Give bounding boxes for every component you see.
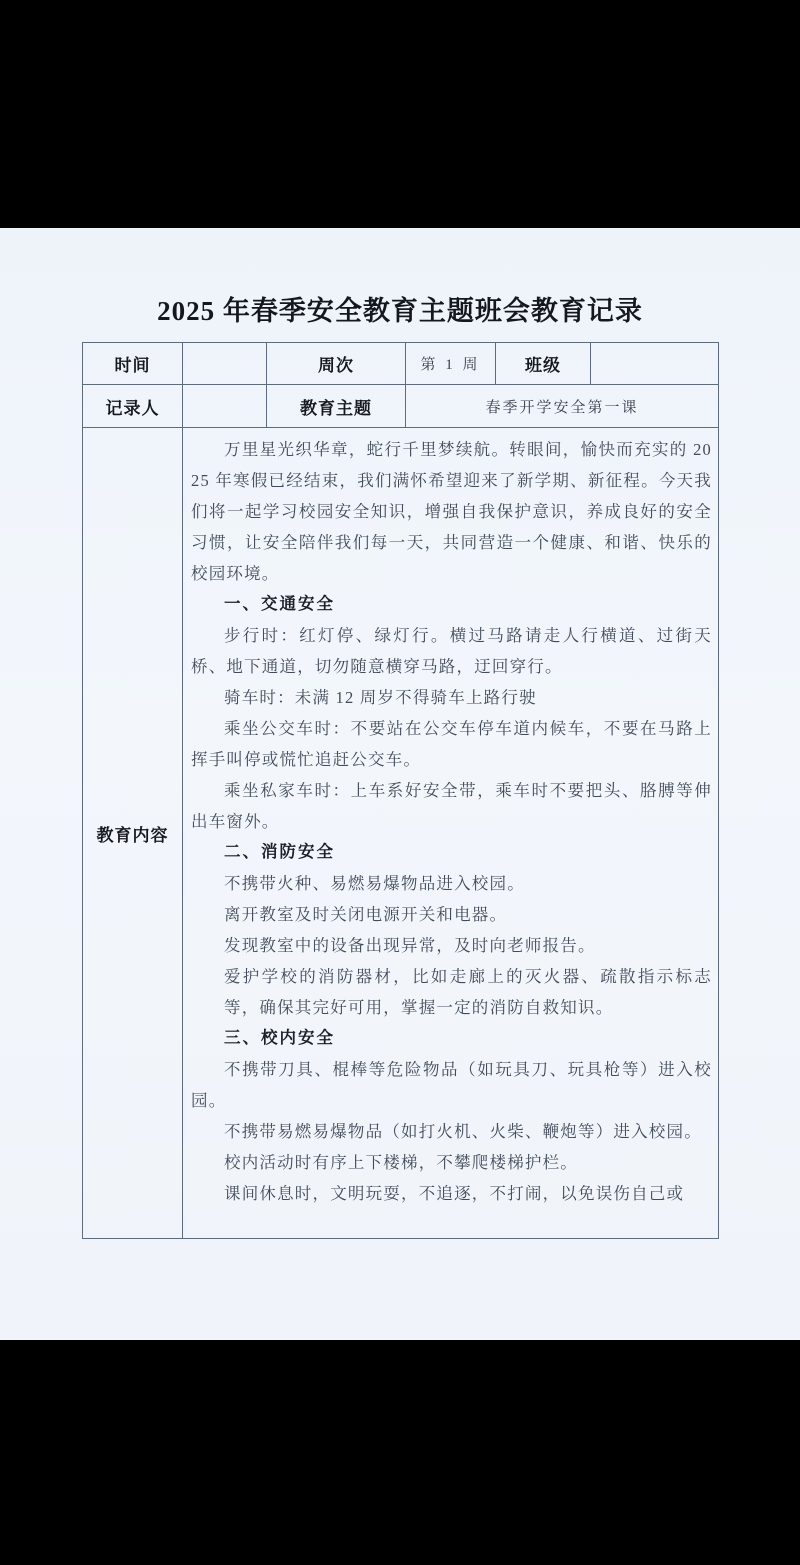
label-education-content: 教育内容 bbox=[96, 825, 169, 845]
paragraph-intro: 万里星光织华章，蛇行千里梦续航。转眼间，愉快而充实的 2025 年寒假已经结束，我们满怀希望迎来了新学期、新征程。今天我们将一起学习校园安全知识，增强自我保护意识，养成良好的安全习惯，让安全陪伴我们每一天，共同营造一个健康、和谐、快乐的校园环境。 bbox=[191, 440, 712, 583]
paragraph-bus: 乘坐公交车时：不要站在公交车停车道内候车，不要在马路上挥手叫停或慌忙追赶公交车。 bbox=[191, 719, 712, 769]
paragraph-stairs: 校内活动时有序上下楼梯，不攀爬楼梯护栏。 bbox=[224, 1153, 578, 1172]
table-row bbox=[83, 385, 719, 428]
education-content-body bbox=[183, 428, 718, 1238]
paragraph-no-fire-source: 不携带火种、易燃易爆物品进入校园。 bbox=[224, 874, 525, 893]
value-class[interactable] bbox=[591, 343, 719, 385]
heading-campus-safety: 三、校内安全 bbox=[224, 1029, 335, 1047]
letterbox-bar-top bbox=[0, 0, 800, 228]
heading-traffic-safety: 一、交通安全 bbox=[224, 595, 335, 613]
label-week: 周次 bbox=[267, 343, 406, 385]
paragraph-private-car: 乘坐私家车时：上车系好安全带，乘车时不要把头、胳膊等伸出车窗外。 bbox=[191, 781, 712, 831]
page-title: 2025 年春季安全教育主题班会教育记录 bbox=[157, 296, 643, 326]
table-row bbox=[83, 428, 719, 1239]
paragraph-recess-behaviour: 课间休息时，文明玩耍，不追逐，不打闹，以免误伤自己或 bbox=[224, 1184, 685, 1203]
table-row bbox=[83, 343, 719, 385]
paragraph-cycling: 骑车时：未满 12 周岁不得骑车上路行驶 bbox=[224, 688, 537, 707]
document-page bbox=[0, 228, 800, 1340]
value-recorder[interactable] bbox=[183, 385, 267, 428]
value-topic[interactable]: 春季开学安全第一课 bbox=[406, 385, 719, 428]
paragraph-power-off: 离开教室及时关闭电源开关和电器。 bbox=[224, 905, 508, 924]
paragraph-walking: 步行时：红灯停、绿灯行。横过马路请走人行横道、过街天桥、地下通道，切勿随意横穿马路，迂回穿行。 bbox=[191, 626, 712, 676]
paragraph-no-weapons: 不携带刀具、棍棒等危险物品（如玩具刀、玩具枪等）进入校园。 bbox=[191, 1060, 712, 1110]
education-content-cell[interactable] bbox=[183, 428, 719, 1239]
education-record-table bbox=[82, 342, 719, 1239]
label-education-content-cell bbox=[83, 428, 183, 1239]
paragraph-report-fault: 发现教室中的设备出现异常，及时向老师报告。 bbox=[224, 936, 596, 955]
label-time: 时间 bbox=[83, 343, 183, 385]
label-topic: 教育主题 bbox=[267, 385, 406, 428]
value-week[interactable]: 第 1 周 bbox=[406, 343, 496, 385]
label-recorder: 记录人 bbox=[83, 385, 183, 428]
paragraph-no-flammables: 不携带易燃易爆物品（如打火机、火柴、鞭炮等）进入校园。 bbox=[224, 1122, 702, 1141]
paragraph-fire-equipment: 爱护学校的消防器材，比如走廊上的灭火器、疏散指示标志等，确保其完好可用，掌握一定的消防自救知识。 bbox=[224, 967, 712, 1017]
value-time[interactable] bbox=[183, 343, 267, 385]
letterbox-bar-bottom bbox=[0, 1340, 800, 1565]
heading-fire-safety: 二、消防安全 bbox=[224, 843, 335, 861]
label-class: 班级 bbox=[496, 343, 591, 385]
